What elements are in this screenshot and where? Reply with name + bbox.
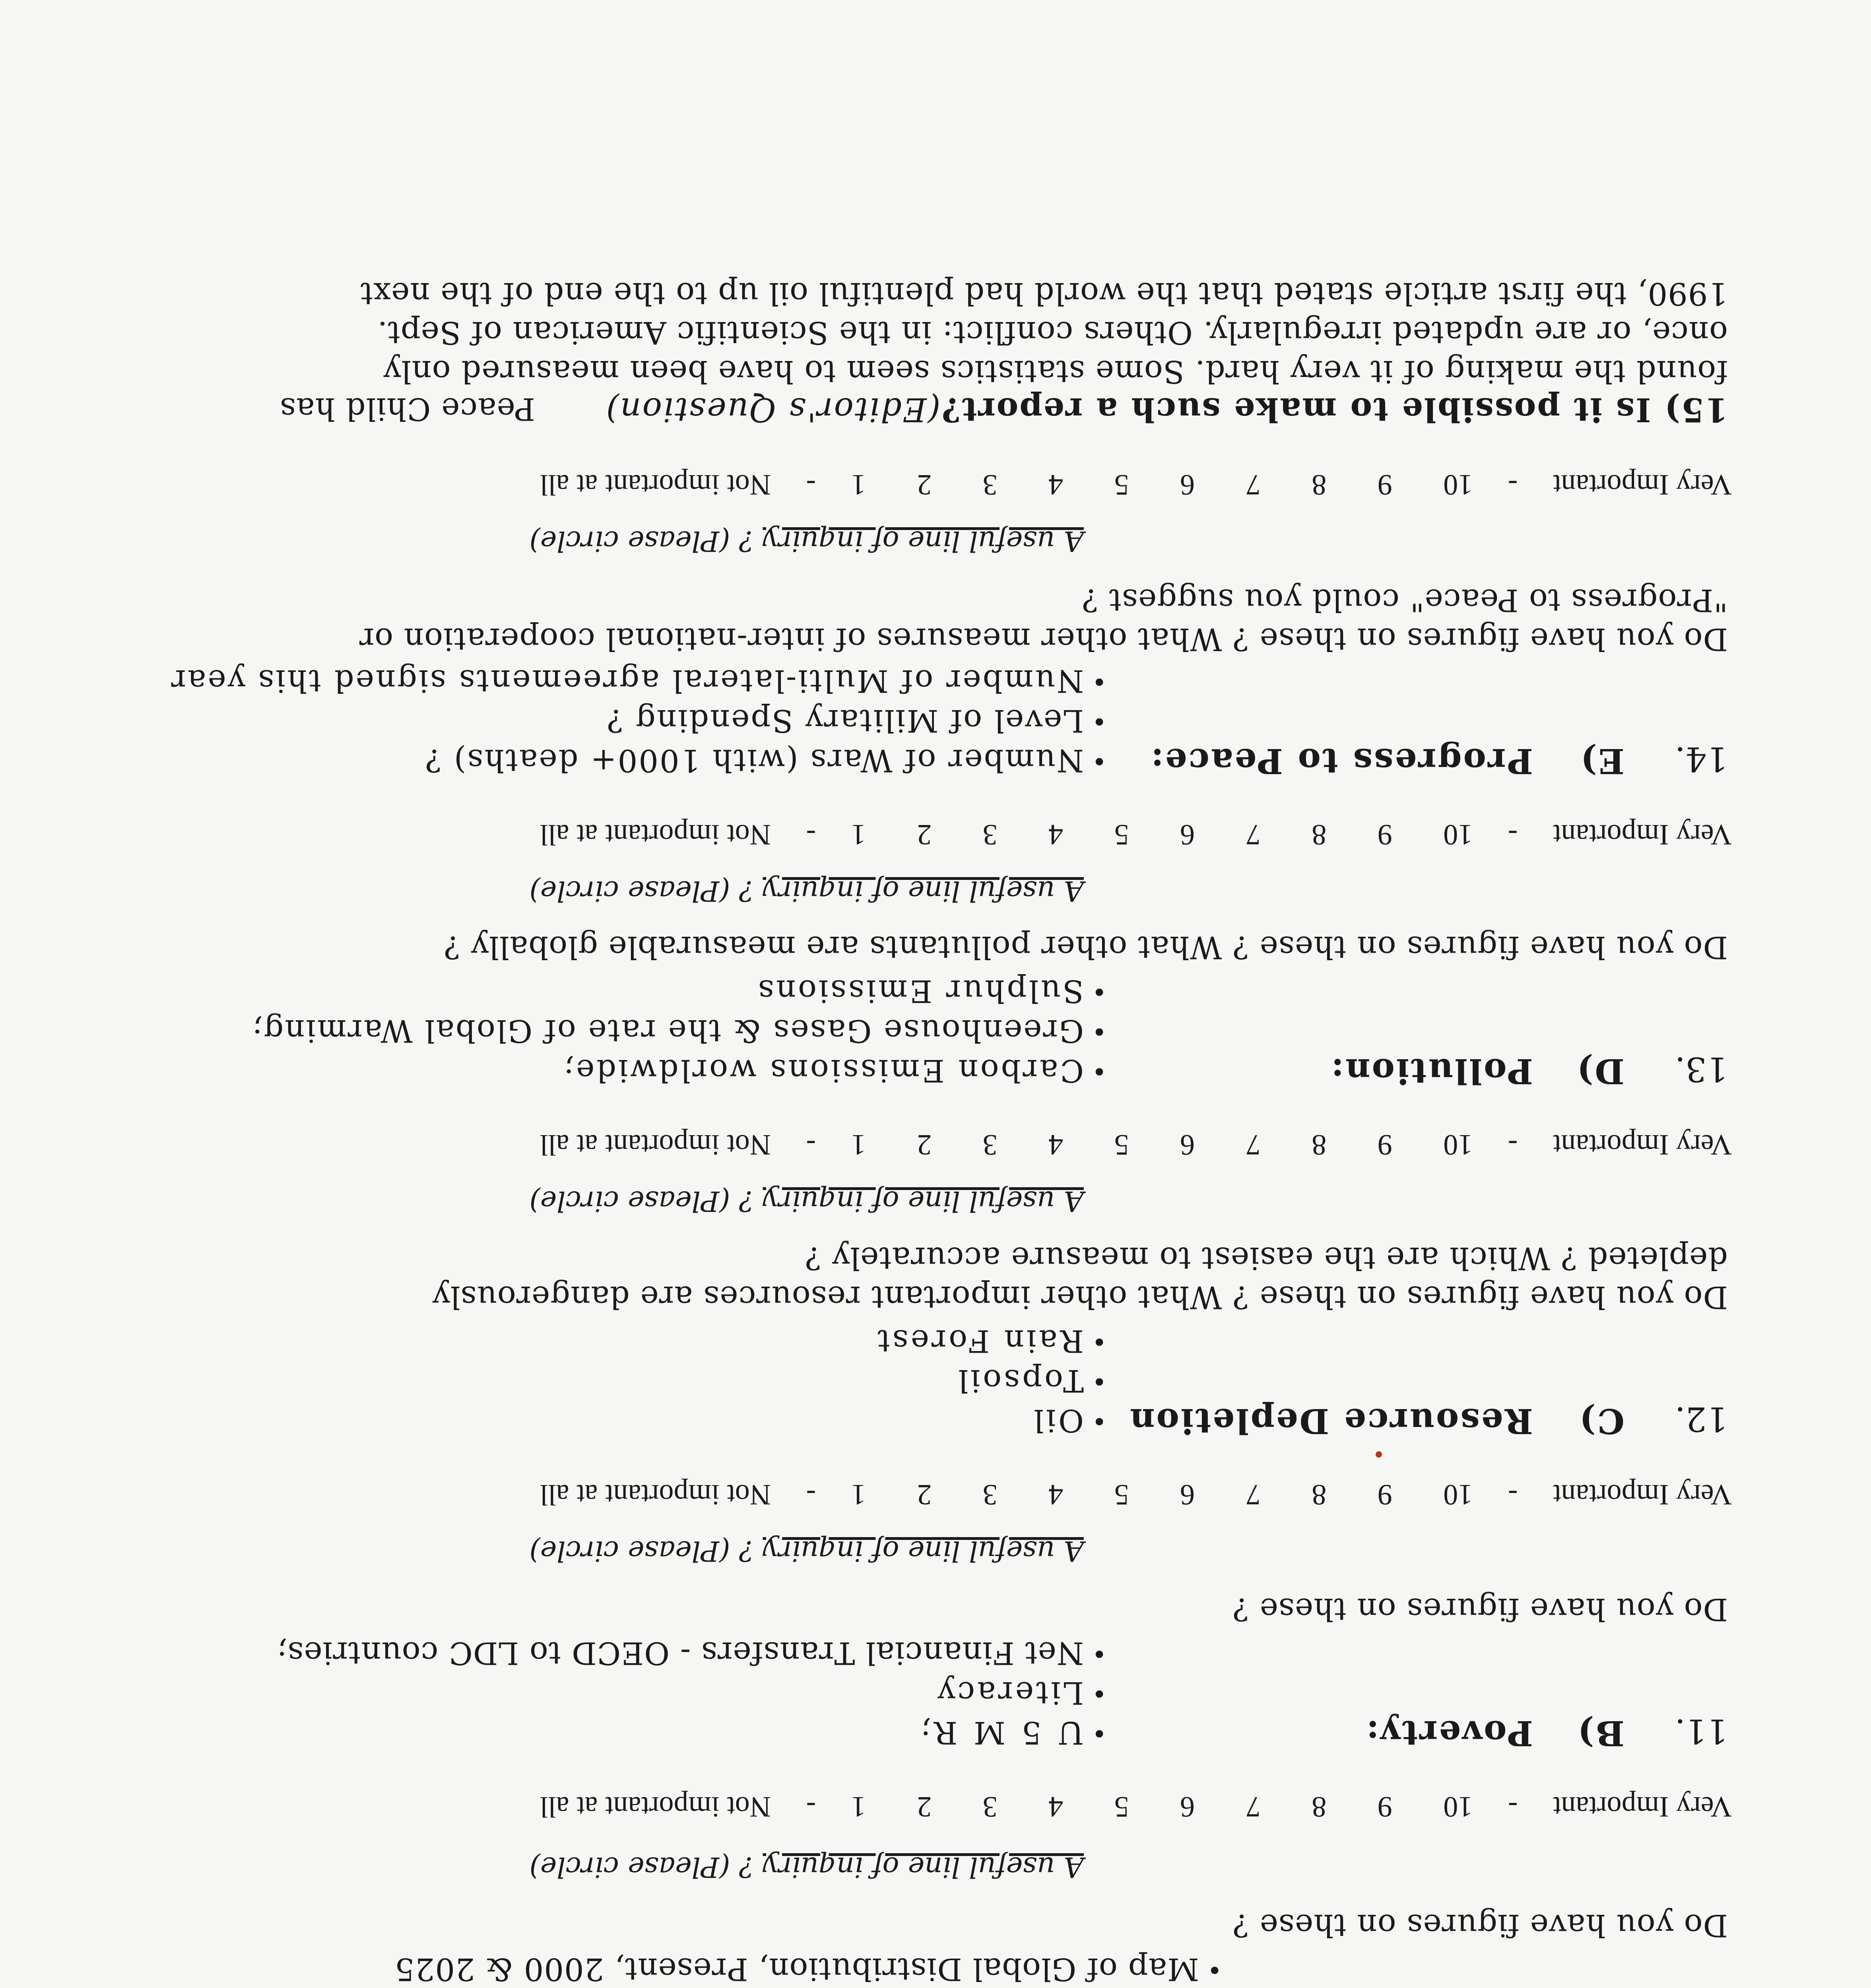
bullet-item: • Number of Multi-lateral agreements signed this year [170, 665, 1084, 696]
bullet-item: • Oil [1031, 1405, 1084, 1436]
bullet-item: • Net Financial Transfers - OECD to LDC countries; [276, 1637, 1084, 1668]
scale-value[interactable]: 9 [1377, 1478, 1392, 1511]
inquiry-mark: ? [739, 525, 754, 557]
section-question: Do you have figures on these ? What other measures of inter-national cooperation or [359, 621, 1728, 657]
section-letter: E) [1579, 741, 1625, 781]
scale-right: Not important at all [540, 1128, 771, 1161]
scale-value[interactable]: 3 [982, 1790, 998, 1823]
scale-left: Very Important [1553, 1128, 1732, 1161]
scale-right: Not important at all [540, 468, 771, 501]
section-question: Do you have figures on these ? [1232, 1591, 1728, 1627]
section-title: Poverty: [1364, 1713, 1533, 1753]
inquiry-label: A useful line of inquiry [763, 875, 1084, 907]
bullet-item: • Topsoil [956, 1365, 1084, 1396]
section-letter: C) [1578, 1401, 1625, 1441]
scale-value[interactable]: 10 [1443, 1128, 1473, 1161]
inquiry-label: A useful line of inquiry [763, 1535, 1084, 1567]
scale-value[interactable]: 5 [1114, 1478, 1129, 1511]
scale-value[interactable]: 4 [1048, 1478, 1064, 1511]
bullet-item: • Greenhouse Gases & the rate of Global Warming; [251, 1015, 1084, 1046]
scale-value[interactable]: 10 [1443, 1790, 1473, 1823]
bullet-item: • Level of Military Spending ? [606, 705, 1084, 736]
inquiry-mark: ? [739, 875, 754, 907]
rating-scale [540, 1130, 1732, 1159]
scale-value[interactable]: 5 [1114, 468, 1129, 501]
scale-value[interactable]: 2 [917, 1790, 932, 1823]
inquiry-prompt [530, 527, 1084, 555]
section-number: 13. [1675, 1050, 1728, 1089]
scale-value[interactable]: 8 [1312, 1790, 1327, 1823]
section-question: Do you have figures on these ? What other important resources are dangerously [432, 1279, 1728, 1315]
scale-value[interactable]: 7 [1246, 1790, 1261, 1823]
scale-value[interactable]: 6 [1180, 1128, 1195, 1161]
bullet-item: • Rain Forest [875, 1325, 1084, 1356]
rating-scale [540, 1792, 1732, 1821]
scale-dash: - [1508, 818, 1518, 851]
scale-value[interactable]: 5 [1114, 1790, 1129, 1823]
scale-dash: - [806, 468, 816, 501]
scale-left: Very Important [1553, 468, 1732, 501]
scale-value[interactable]: 9 [1377, 818, 1392, 851]
section-number: 12. [1675, 1400, 1728, 1439]
section-title: Resource Depletion [1128, 1401, 1533, 1441]
scale-dash: - [1508, 1790, 1518, 1823]
please-circle: (Please circle) [529, 875, 730, 907]
scale-value[interactable]: 10 [1443, 1478, 1473, 1511]
scale-value[interactable]: 3 [982, 468, 998, 501]
scale-value[interactable]: 4 [1048, 1128, 1064, 1161]
section-title: Pollution: [1329, 1051, 1533, 1091]
section-question: Do you have figures on these ? What other pollutants are measurable globally ? [443, 929, 1728, 965]
scale-right: Not important at all [540, 818, 771, 851]
q15-text: once, or are updated irregularly. Others conflict: in the Scientific American of Sept. [377, 315, 1728, 350]
scale-value[interactable]: 4 [1048, 468, 1064, 501]
scale-value[interactable]: 9 [1377, 1790, 1392, 1823]
section-letter: D) [1575, 1051, 1625, 1091]
please-circle: (Please circle) [529, 1535, 730, 1567]
q15-text: found the making of it very hard. Some statistics seem to have been measured only [383, 353, 1728, 389]
scale-value[interactable]: 7 [1246, 818, 1261, 851]
scale-value[interactable]: 8 [1312, 1128, 1327, 1161]
scale-value[interactable]: 6 [1180, 1478, 1195, 1511]
section-number: 14. [1675, 740, 1728, 779]
scale-value[interactable]: 2 [917, 818, 932, 851]
q15-text: 1990, the first article stated that the world had plentiful oil up to the end of the next [360, 276, 1728, 311]
scale-value[interactable]: 5 [1114, 1128, 1129, 1161]
scale-value[interactable]: 3 [982, 818, 998, 851]
scale-value[interactable]: 6 [1180, 818, 1195, 851]
inquiry-label: A useful line of inquiry [763, 525, 1084, 557]
rating-scale [540, 820, 1732, 849]
bullet-item: • U 5 M R; [917, 1717, 1084, 1748]
section-question: Do you have figures on these ? [1232, 1907, 1728, 1943]
inquiry-prompt [530, 1187, 1084, 1215]
inquiry-prompt [530, 1853, 1084, 1881]
scale-value[interactable]: 6 [1180, 1790, 1195, 1823]
scale-value[interactable]: 1 [851, 1478, 866, 1511]
please-circle: (Please circle) [529, 525, 730, 557]
scale-value[interactable]: 2 [917, 468, 932, 501]
inquiry-mark: ? [739, 1851, 754, 1883]
scale-left: Very Important [1553, 1790, 1732, 1823]
q15-heading-line [279, 390, 1728, 429]
scale-value[interactable]: 1 [851, 468, 866, 501]
scale-value[interactable]: 6 [1180, 468, 1195, 501]
scale-value[interactable]: 1 [851, 1128, 866, 1161]
scale-dash: - [806, 818, 816, 851]
scale-value[interactable]: 4 [1048, 818, 1064, 851]
scale-dash: - [1508, 1128, 1518, 1161]
scale-value[interactable]: 10 [1443, 818, 1473, 851]
please-circle: (Please circle) [529, 1851, 730, 1883]
bullet-item: • Carbon Emissions worldwide; [562, 1055, 1084, 1086]
q15-text: Peace Child has [279, 391, 535, 427]
scale-value[interactable]: 7 [1246, 1478, 1261, 1511]
rating-scale [540, 470, 1732, 499]
scale-value[interactable]: 3 [982, 1478, 998, 1511]
scan-speck [1376, 1451, 1382, 1458]
scale-value[interactable]: 5 [1114, 818, 1129, 851]
scale-value[interactable]: 7 [1246, 1128, 1261, 1161]
q15-label: (Editor's Question) [605, 390, 941, 428]
bullet-item: • Sulphur Emissions [756, 975, 1084, 1006]
scale-right: Not important at all [540, 1790, 771, 1823]
scale-left: Very Important [1553, 818, 1732, 851]
scale-value[interactable]: 4 [1048, 1790, 1064, 1823]
inquiry-label: A useful line of inquiry [763, 1851, 1084, 1883]
scale-value[interactable]: 9 [1377, 1128, 1392, 1161]
rating-scale [540, 1480, 1732, 1509]
scale-value[interactable]: 1 [851, 1790, 866, 1823]
bullet-item: • Literacy [935, 1677, 1084, 1708]
inquiry-label: A useful line of inquiry [763, 1185, 1084, 1217]
scale-dash: - [1508, 468, 1518, 501]
section-question: "Progress to Peace" could you suggest ? [1081, 582, 1728, 618]
section-number: 11. [1675, 1712, 1728, 1751]
scale-value[interactable]: 2 [917, 1478, 932, 1511]
section-letter: B) [1576, 1713, 1625, 1753]
bullet-item: • Map of Global Distribution, Present, 2000 & 2025 [394, 1953, 1199, 1984]
scale-value[interactable]: 10 [1443, 468, 1473, 501]
scale-value[interactable]: 7 [1246, 468, 1261, 501]
section-title: Progress to Peace: [1149, 741, 1533, 781]
scale-left: Very Important [1553, 1478, 1732, 1511]
scale-dash: - [806, 1790, 816, 1823]
scale-value[interactable]: 2 [917, 1128, 932, 1161]
scale-value[interactable]: 8 [1312, 1478, 1327, 1511]
bullet-item: • Number of Wars (with 1000+ deaths) ? [424, 745, 1084, 776]
scale-value[interactable]: 8 [1312, 468, 1327, 501]
scale-dash: - [806, 1128, 816, 1161]
inquiry-prompt [530, 877, 1084, 905]
scale-right: Not important at all [540, 1478, 771, 1511]
please-circle: (Please circle) [529, 1185, 730, 1217]
q15-heading: 15) Is it possible to make such a report? [940, 390, 1728, 429]
scale-dash: - [1508, 1478, 1518, 1511]
scale-value[interactable]: 8 [1312, 818, 1327, 851]
scale-value[interactable]: 9 [1377, 468, 1392, 501]
scale-value[interactable]: 1 [851, 818, 866, 851]
scale-dash: - [806, 1478, 816, 1511]
inquiry-prompt [530, 1537, 1084, 1565]
inquiry-mark: ? [739, 1185, 754, 1217]
inquiry-mark: ? [739, 1535, 754, 1567]
section-question: depleted ? Which are the easiest to measure accurately ? [804, 1240, 1728, 1276]
scale-value[interactable]: 3 [982, 1128, 998, 1161]
